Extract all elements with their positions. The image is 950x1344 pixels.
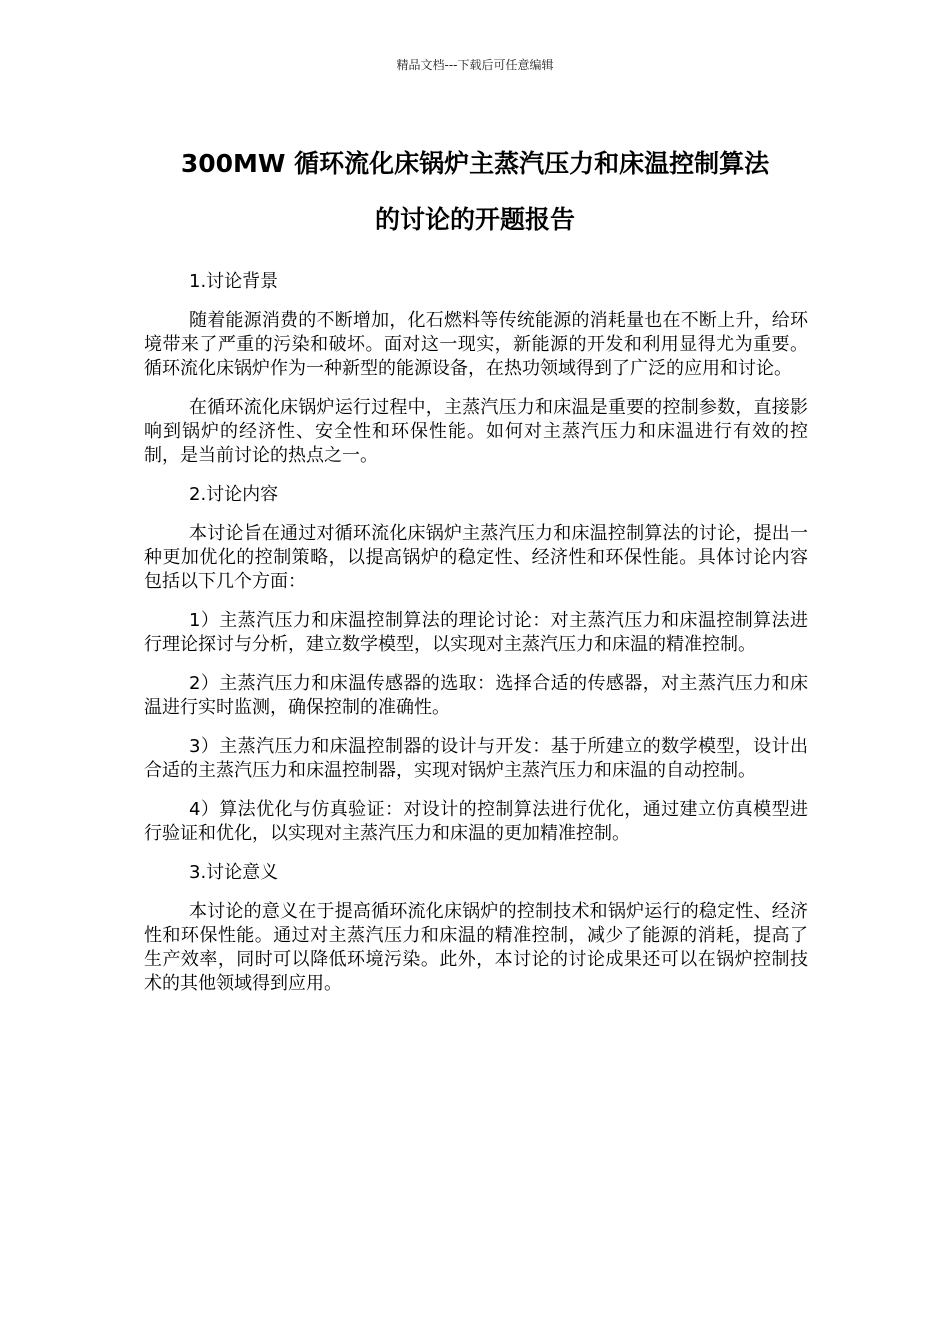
paragraph: 本讨论的意义在于提高循环流化床锅炉的控制技术和锅炉运行的稳定性、经济性和环保性能。通过对主蒸汽压力和床温的精准控制，减少了能源的消耗，提高了生产效率，同时可以降低环境污染。此外，本讨论的讨论成果还可以在锅炉控制技术的其他领域得到应用。 bbox=[144, 901, 808, 994]
list-item: 2）主蒸汽压力和床温传感器的选取：选择合适的传感器，对主蒸汽压力和床温进行实时监测，确保控制的准确性。 bbox=[144, 673, 808, 718]
document-title bbox=[120, 136, 830, 248]
list-item: 3）主蒸汽压力和床温控制器的设计与开发：基于所建立的数学模型，设计出合适的主蒸汽压力和床温控制器，实现对锅炉主蒸汽压力和床温的自动控制。 bbox=[144, 736, 808, 781]
list-item: 4）算法优化与仿真验证：对设计的控制算法进行优化，通过建立仿真模型进行验证和优化，以实现对主蒸汽压力和床温的更加精准控制。 bbox=[144, 799, 808, 844]
header-note: 精品文档---下载后可任意编辑 bbox=[396, 58, 554, 72]
paragraph: 本讨论旨在通过对循环流化床锅炉主蒸汽压力和床温控制算法的讨论，提出一种更加优化的控制策略，以提高锅炉的稳定性、经济性和环保性能。具体讨论内容包括以下几个方面： bbox=[144, 523, 808, 592]
document-title-line-2: 的讨论的开题报告 bbox=[374, 205, 575, 234]
section-heading-background: 1.讨论背景 bbox=[189, 271, 279, 292]
section-heading-content: 2.讨论内容 bbox=[189, 484, 279, 505]
paragraph: 在循环流化床锅炉运行过程中，主蒸汽压力和床温是重要的控制参数，直接影响到锅炉的经济性、安全性和环保性能。如何对主蒸汽压力和床温进行有效的控制，是当前讨论的热点之一。 bbox=[144, 397, 808, 466]
paragraph: 随着能源消费的不断增加，化石燃料等传统能源的消耗量也在不断上升，给环境带来了严重的污染和破坏。面对这一现实，新能源的开发和利用显得尤为重要。循环流化床锅炉作为一种新型的能源设备，在热功领域得到了广泛的应用和讨论。 bbox=[144, 310, 808, 379]
document-title-line-1: 300MW 循环流化床锅炉主蒸汽压力和床温控制算法 bbox=[180, 149, 770, 178]
section-heading-significance: 3.讨论意义 bbox=[189, 862, 279, 883]
document-body bbox=[144, 270, 808, 1011]
list-item: 1）主蒸汽压力和床温控制算法的理论讨论：对主蒸汽压力和床温控制算法进行理论探讨与分析，建立数学模型，以实现对主蒸汽压力和床温的精准控制。 bbox=[144, 610, 808, 655]
